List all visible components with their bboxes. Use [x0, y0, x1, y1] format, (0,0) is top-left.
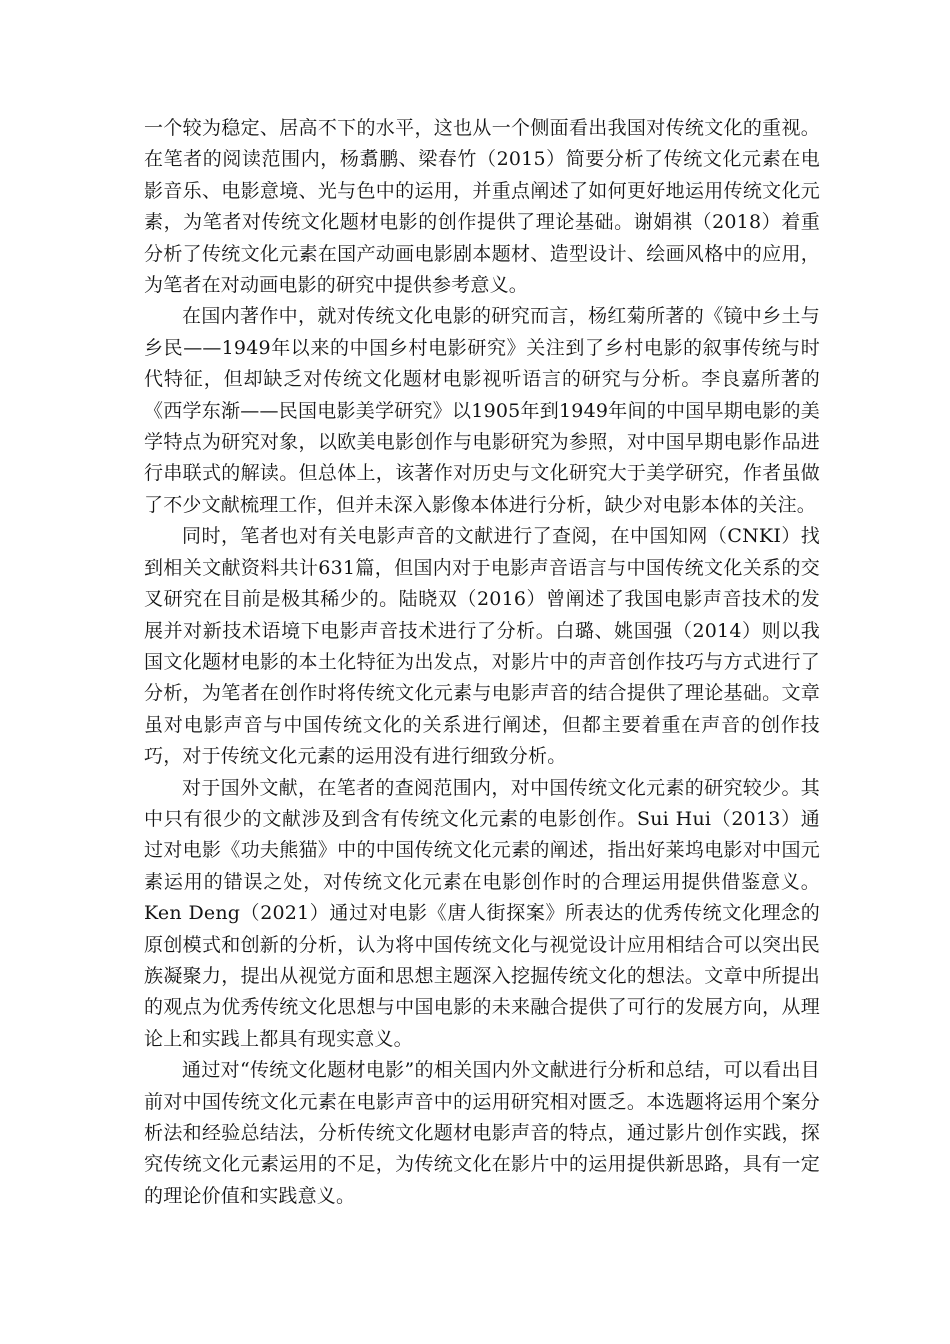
paragraph-2: 在国内著作中，就对传统文化电影的研究而言，杨红菊所著的《镜中乡土与乡民——1949年以来的中国乡村电影研究》关注到了乡村电影的叙事传统与时代特征，但却缺乏对传统文化题材电影视听语言的研究与分析。李良嘉所著的《西学东渐——民国电影美学研究》以1905年到1949年间的中国早期电影的美学特点为研究对象，以欧美电影创作与电影研究为参照，对中国早期电影作品进行串联式的解读。但总体上，该著作对历史与文化研究大于美学研究，作者虽做了不少文献梳理工作，但并未深入影像本体进行分析，缺少对电影本体的关注。 — [144, 305, 820, 516]
paragraph-3: 同时，笔者也对有关电影声音的文献进行了查阅，在中国知网（CNKI）找到相关文献资料共计631篇，但国内对于电影声音语言与中国传统文化关系的交叉研究在目前是极其稀少的。陆晓双（2016）曾阐述了我国电影声音技术的发展并对新技术语境下电影声音技术进行了分析。白璐、姚国强（2014）则以我国文化题材电影的本土化特征为出发点，对影片中的声音创作技巧与方式进行了分析，为笔者在创作时将传统文化元素与电影声音的结合提供了理论基础。文章虽对电影声音与中国传统文化的关系进行阐述，但都主要着重在声音的创作技巧，对于传统文化元素的运用没有进行细致分析。 — [144, 525, 820, 768]
body-text — [144, 113, 820, 1212]
paragraph-4: 对于国外文献，在笔者的查阅范围内，对中国传统文化元素的研究较少。其中只有很少的文献涉及到含有传统文化元素的电影创作。Sui Hui（2013）通过对电影《功夫熊猫》中的中国传统文化元素的阐述，指出好莱坞电影对中国元素运用的错误之处，对传统文化元素在电影创作时的合理运用提供借鉴意义。Ken Deng（2021）通过对电影《唐人街探案》所表达的优秀传统文化理念的原创模式和创新的分析，认为将中国传统文化与视觉设计应用相结合可以突出民族凝聚力，提出从视觉方面和思想主题深入挖掘传统文化的想法。文章中所提出的观点为优秀传统文化思想与中国电影的未来融合提供了可行的发展方向，从理论上和实践上都具有现实意义。 — [144, 776, 820, 1050]
paragraph-1: 一个较为稳定、居高不下的水平，这也从一个侧面看出我国对传统文化的重视。在笔者的阅读范围内，杨翥鹏、梁春竹（2015）简要分析了传统文化元素在电影音乐、电影意境、光与色中的运用，并重点阐述了如何更好地运用传统文化元素，为笔者对传统文化题材电影的创作提供了理论基础。谢娟祺（2018）着重分析了传统文化元素在国产动画电影剧本题材、造型设计、绘画风格中的应用，为笔者在对动画电影的研究中提供参考意义。 — [144, 117, 820, 297]
paragraph-5: 通过对“传统文化题材电影”的相关国内外文献进行分析和总结，可以看出目前对中国传统文化元素在电影声音中的运用研究相对匮乏。本选题将运用个案分析法和经验总结法，分析传统文化题材电影声音的特点，通过影片创作实践，探究传统文化元素运用的不足，为传统文化在影片中的运用提供新思路，具有一定的理论价值和实践意义。 — [144, 1059, 820, 1207]
